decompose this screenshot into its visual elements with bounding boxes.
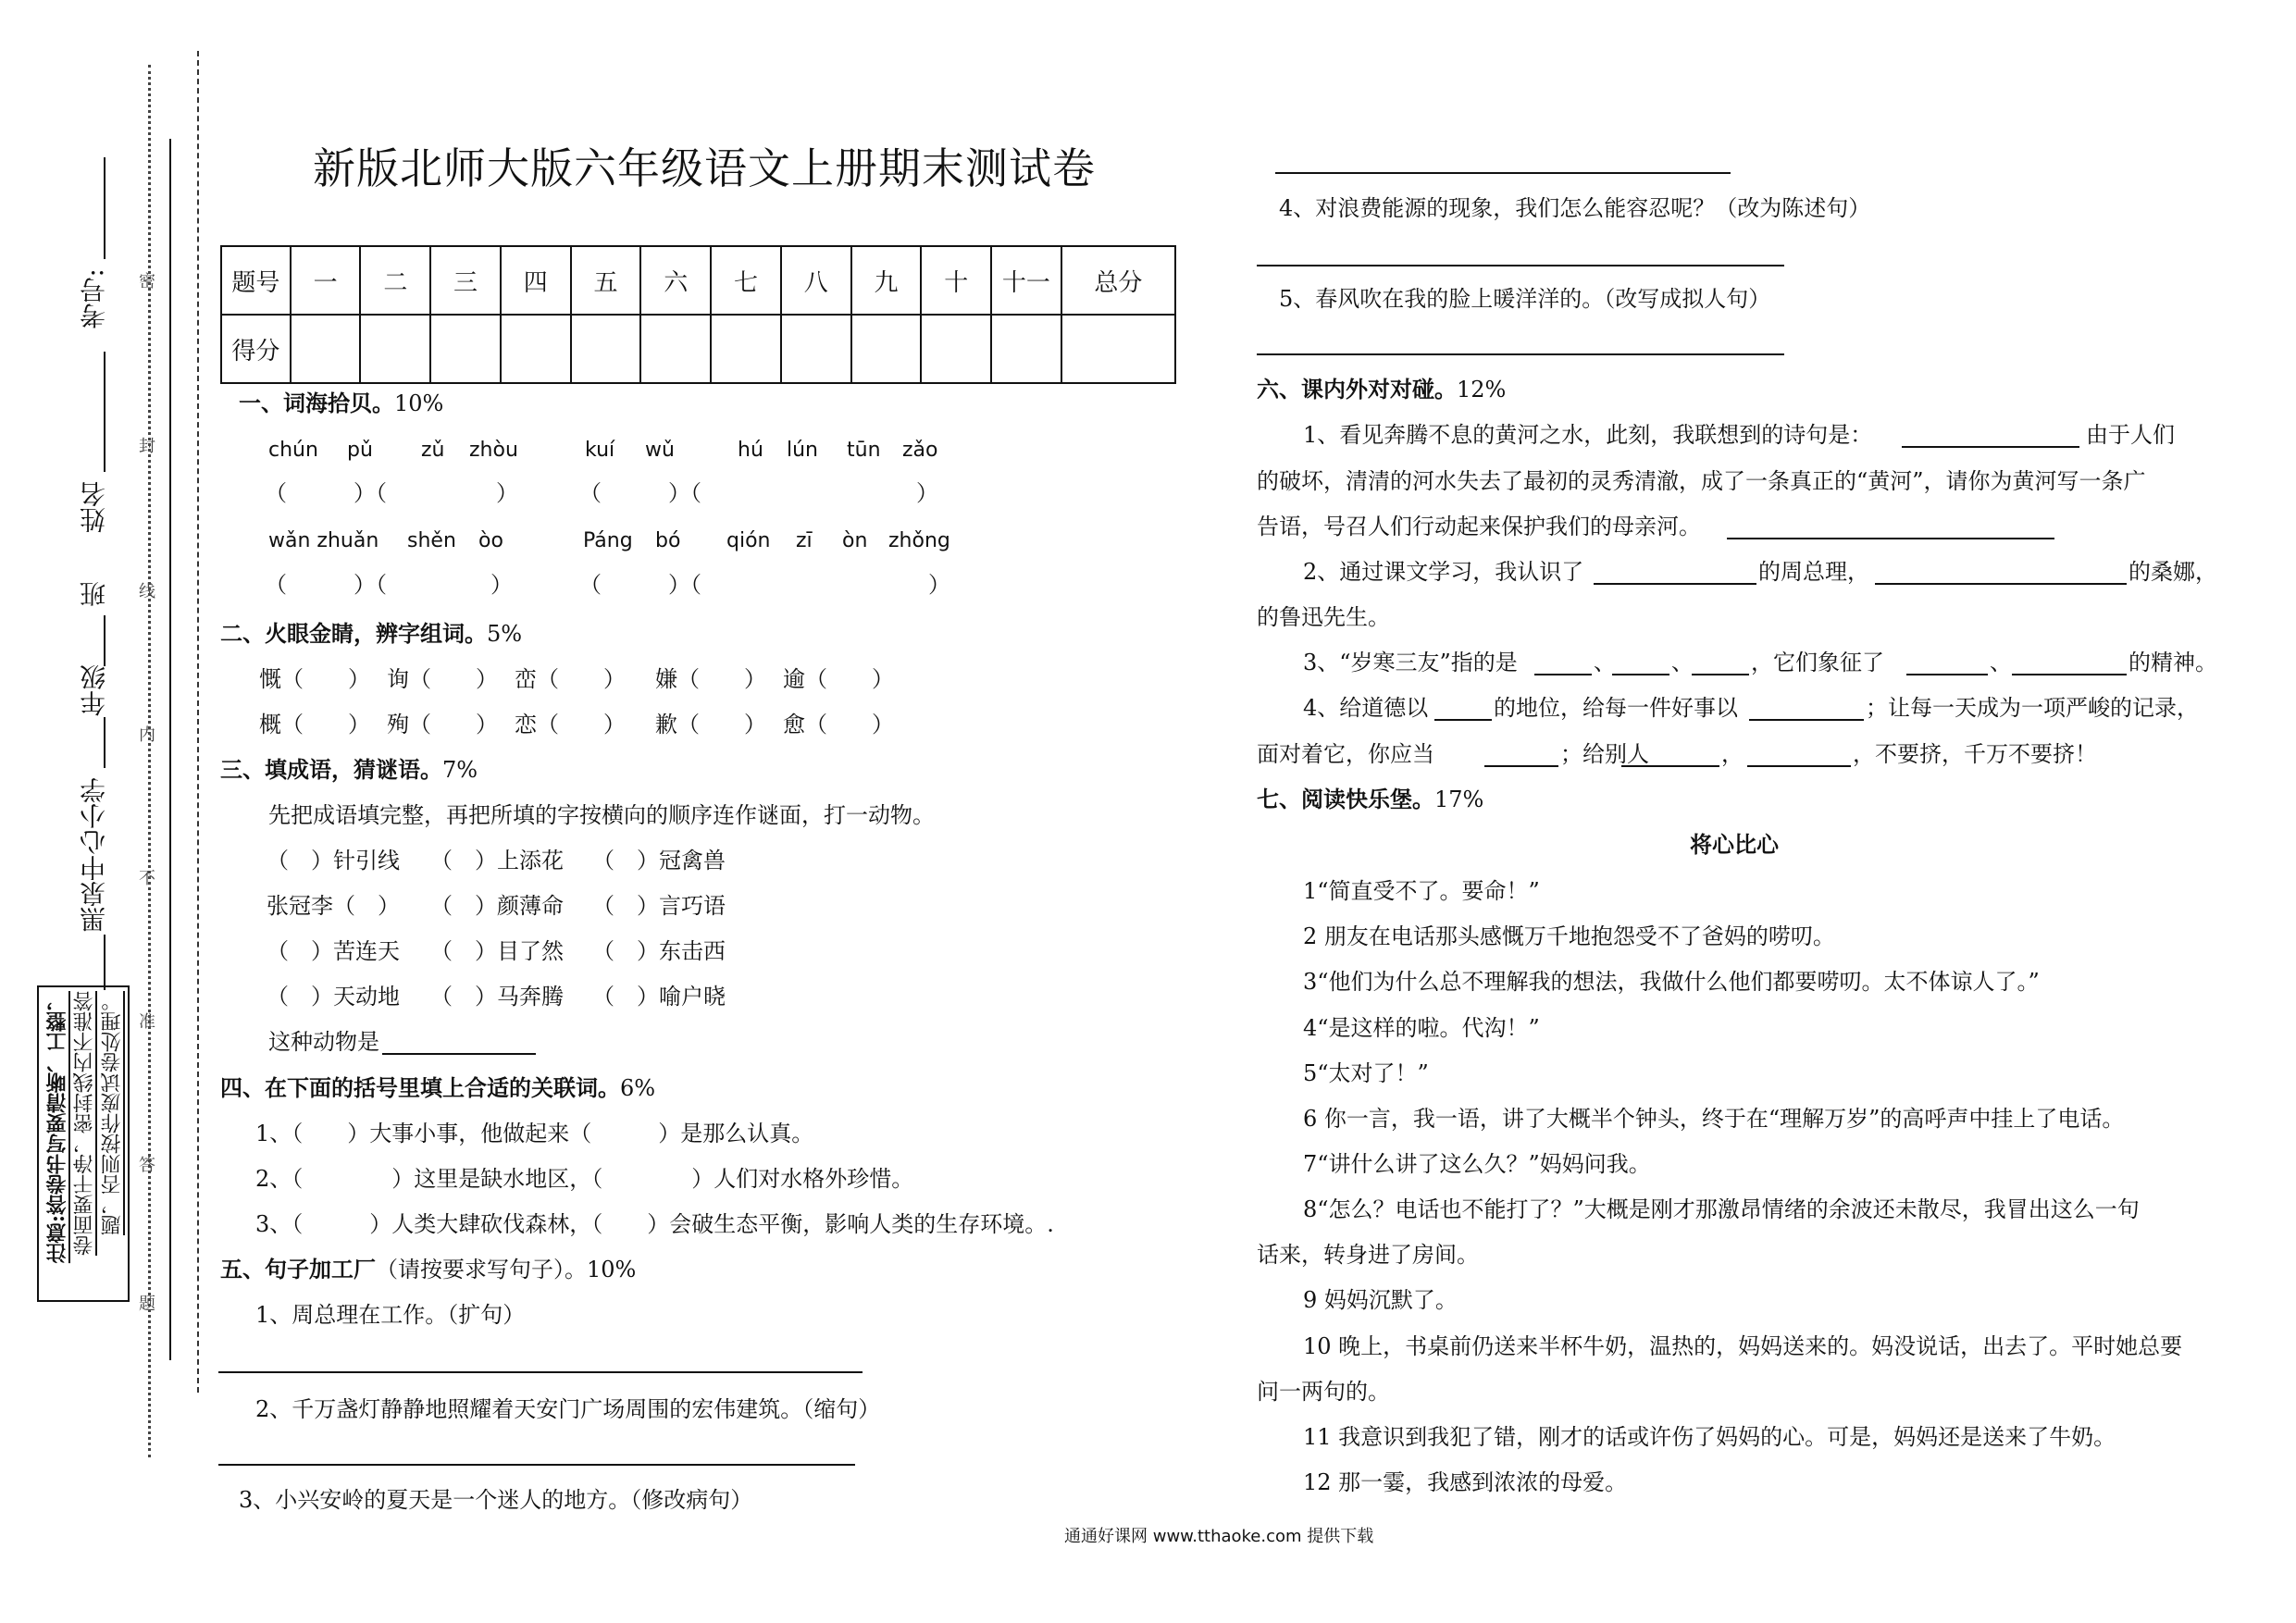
story-para: 3“他们为什么总不理解我的想法，我做什么他们都要唠叨。太不体谅人了。”	[1303, 969, 2040, 995]
score-cell: 二	[360, 246, 430, 315]
score-cell: 一	[291, 246, 361, 315]
score-cell: 四	[501, 246, 571, 315]
idiom: （ ）东击西	[592, 938, 726, 964]
blank-friend-3[interactable]	[1692, 674, 1749, 675]
sec6-p3c: 、	[1671, 650, 1694, 675]
blank-spirit-2[interactable]	[2012, 674, 2127, 675]
pinyin: òo	[478, 529, 503, 552]
blank-morality[interactable]	[1434, 719, 1492, 721]
idiom: （ ）颜薄命	[430, 893, 564, 919]
story-para: 6 你一言，我一语，讲了大概半个钟头，终于在“理解万岁”的高呼声中挂上了电话。	[1303, 1106, 2125, 1132]
answer-line-q4[interactable]	[1257, 265, 1784, 266]
pinyin: òn	[842, 529, 868, 552]
char-item: 嫌（ ）	[655, 666, 766, 692]
char-item: 询（ ）	[387, 666, 498, 692]
sec6-p1b: 由于人们	[2086, 422, 2175, 448]
section-7-heading	[1257, 786, 1483, 813]
blank-others-2[interactable]	[1747, 765, 1851, 767]
pinyin: lún	[787, 439, 818, 462]
score-table-header-row	[221, 246, 1175, 315]
story-para: 2 朋友在电话那头感慨万千地抱怨受不了爸妈的唠叨。	[1303, 923, 1835, 949]
paren: （	[579, 480, 602, 506]
score-cell: 五	[571, 246, 641, 315]
fold-dashed-line	[197, 51, 199, 1393]
pinyin: chún	[268, 439, 318, 462]
blank-friend-2[interactable]	[1612, 674, 1669, 675]
sec6-p4a: 4、给道德以	[1303, 695, 1429, 721]
seal-char-3: 线	[139, 582, 155, 601]
sec6-p3a: 3、“岁寒三友”指的是	[1303, 650, 1518, 675]
class-blank[interactable]	[104, 615, 105, 666]
exam-no-label: 考号:	[79, 268, 109, 329]
blank-zhou[interactable]	[1594, 583, 1756, 585]
section-heading-text: 七、阅读快乐堡。	[1257, 786, 1434, 812]
score-input-cell[interactable]	[640, 315, 711, 383]
blank-good-deed[interactable]	[1749, 719, 1864, 721]
name-blank[interactable]	[104, 352, 105, 472]
idiom: （ ）喻户晓	[592, 984, 726, 1010]
pinyin: pǔ	[347, 439, 373, 462]
char-item: 殉（ ）	[387, 712, 498, 737]
score-input-cell[interactable]	[781, 315, 851, 383]
score-cell: 三	[430, 246, 501, 315]
exam-no-blank[interactable]	[104, 157, 105, 259]
pinyin: zǎo	[902, 439, 938, 462]
story-para: 12 那一霎，我感到浓浓的母爱。	[1303, 1469, 1628, 1495]
score-input-cell[interactable]	[711, 315, 781, 383]
conjunction-item: 1、（ ）大事小事，他做起来（ ）是那么认真。	[255, 1121, 814, 1146]
section-pct: 6%	[620, 1075, 656, 1101]
pinyin: qión	[726, 529, 771, 552]
sentence-q3: 3、小兴安岭的夏天是一个迷人的地方。（修改病句）	[239, 1487, 753, 1513]
sec6-p4b: 的地位，给每一件好事以	[1494, 695, 1738, 721]
pinyin: zī	[796, 529, 813, 552]
blank-poem[interactable]	[1902, 446, 2079, 448]
story-para: 7“讲什么讲了这么久？”妈妈问我。	[1303, 1151, 1651, 1177]
story-para: 10 晚上，书桌前仍送来半杯牛奶，温热的，妈妈送来的。妈没说话，出去了。平时她总要	[1303, 1333, 2183, 1359]
story-title: 将心比心	[1690, 831, 1779, 858]
riddle-answer-blank[interactable]	[382, 1053, 536, 1055]
pinyin: bó	[655, 529, 681, 552]
section-2-heading	[220, 620, 522, 648]
conjunction-item: 3、（ ）人类大肆砍伐森林，（ ）会破生态平衡，影响人类的生存环境。.	[255, 1211, 1054, 1237]
sentence-q2: 2、千万盏灯静静地照耀着天安门广场周围的宏伟建筑。（缩句）	[255, 1396, 881, 1422]
sec6-p3f: 的精神。	[2128, 650, 2217, 675]
blank-face[interactable]	[1484, 765, 1558, 767]
paren: ）（	[668, 572, 701, 598]
section-sub: （请按要求写句子）。10%	[376, 1257, 637, 1282]
answer-line-q3[interactable]	[1275, 172, 1731, 174]
score-cell: 六	[640, 246, 711, 315]
score-input-cell[interactable]	[430, 315, 501, 383]
paren: ）（	[354, 572, 387, 598]
char-item: 慨（ ）	[259, 666, 370, 692]
sec6-p4f: ，	[1721, 741, 1744, 767]
story-para: 话来，转身进了房间。	[1257, 1242, 1479, 1268]
notice-line-2: 卷面要干净，密封线内不准答	[73, 991, 96, 1256]
story-para: 11 我意识到我犯了错，刚才的话或许伤了妈妈的心。可是，妈妈还是送来了牛奶。	[1303, 1424, 2116, 1450]
sec6-p3b: 、	[1594, 650, 1616, 675]
section-heading-text: 一、词海拾贝。	[239, 390, 394, 416]
score-cell: 九	[851, 246, 922, 315]
sec6-p4c: ；让每一天成为一项严峻的记录，	[1866, 695, 2199, 721]
school-label: 黑泉中心小学	[79, 777, 109, 933]
section-pct: 5%	[487, 621, 523, 647]
sec6-p1d: 告语，号召人们行动起来保护我们的母亲河。	[1257, 514, 1701, 539]
blank-ad[interactable]	[1727, 538, 2054, 539]
score-row-label: 得分	[221, 315, 291, 383]
conjunction-item: 2、（ ）这里是缺水地区，（ ）人们对水格外珍惜。	[255, 1166, 914, 1192]
char-item: 愈（ ）	[783, 712, 894, 737]
pinyin: kuí	[585, 439, 615, 462]
story-para: 4“是这样的啦。代沟！”	[1303, 1015, 1540, 1041]
section-heading-text: 五、句子加工厂	[220, 1256, 376, 1282]
section-1-heading	[239, 390, 443, 417]
notice-line-3: 题，否则按作废试卷处理。	[101, 991, 124, 1235]
pinyin: shěn	[407, 529, 456, 552]
class-label: 班	[79, 581, 109, 607]
paren: ）	[490, 572, 513, 598]
sec6-p3d: ，它们象征了	[1751, 650, 1884, 675]
answer-line-q1[interactable]	[218, 1371, 863, 1373]
score-input-cell[interactable]	[991, 315, 1061, 383]
section-heading-text: 四、在下面的括号里填上合适的关联词。	[220, 1074, 620, 1101]
score-input-cell[interactable]	[501, 315, 571, 383]
idiom: （ ）天动地	[267, 984, 400, 1010]
score-cell: 十一	[991, 246, 1061, 315]
score-table	[220, 245, 1176, 384]
score-cell: 题号	[221, 246, 291, 315]
section-heading-text: 三、填成语，猜谜语。	[220, 756, 442, 783]
name-label: 姓名	[79, 481, 109, 533]
pinyin: hú	[738, 439, 763, 462]
paren: （	[265, 480, 287, 506]
seal-char-8: 题	[139, 1295, 155, 1314]
idiom: （ ）冠禽兽	[592, 848, 726, 873]
paren: ）	[496, 480, 518, 506]
section-4-heading	[220, 1074, 655, 1102]
story-para: 8“怎么？电话也不能打了？”大概是刚才那激昂情绪的余波还未散尽，我冒出这么一句	[1303, 1196, 2140, 1222]
answer-line-q2[interactable]	[218, 1464, 855, 1466]
blank-others-1[interactable]	[1621, 765, 1719, 767]
seal-char-5: 不	[139, 869, 155, 888]
sec6-p1c: 的破坏，清清的河水失去了最初的灵秀清澈，成了一条真正的“黄河”，请你为黄河写一条广	[1257, 468, 2146, 494]
story-para: 1“简直受不了。要命！”	[1303, 878, 1540, 904]
binding-line	[169, 139, 171, 1360]
story-para: 问一两句的。	[1257, 1379, 1390, 1405]
sentence-q1: 1、周总理在工作。（扩句）	[255, 1302, 526, 1328]
section-pct: 10%	[394, 390, 444, 416]
pinyin: zhǒng	[888, 529, 950, 552]
pinyin: wǎn zhuǎn	[268, 529, 379, 552]
idiom: （ ）马奔腾	[430, 984, 564, 1010]
score-input-cell[interactable]	[1061, 315, 1175, 383]
section-pct: 17%	[1434, 787, 1484, 812]
seal-char-6: 准	[139, 1012, 155, 1032]
sentence-q5: 5、春风吹在我的脸上暖洋洋的。（改写成拟人句）	[1279, 286, 1771, 312]
score-input-cell[interactable]	[571, 315, 641, 383]
paren: ）（	[668, 480, 701, 506]
score-input-cell[interactable]	[921, 315, 991, 383]
grade-label: 年级	[79, 664, 109, 716]
sec6-p2d: 的鲁迅先生。	[1257, 604, 1390, 630]
sec6-p3e: 、	[1990, 650, 2012, 675]
paren: ）	[928, 572, 950, 598]
idiom: （ ）言巧语	[592, 893, 726, 919]
riddle-answer-label: 这种动物是	[268, 1029, 379, 1055]
seal-char-2: 封	[139, 437, 155, 456]
score-input-cell[interactable]	[291, 315, 361, 383]
score-cell: 十	[921, 246, 991, 315]
seal-char-7: 答	[139, 1156, 155, 1175]
section-pct: 7%	[442, 757, 478, 783]
sec6-p4e: ；给别人	[1560, 741, 1649, 767]
score-cell: 七	[711, 246, 781, 315]
score-cell: 八	[781, 246, 851, 315]
notice-box	[37, 985, 130, 1302]
pinyin: Páng	[583, 529, 633, 552]
paren: （	[265, 572, 287, 598]
pinyin: zhòu	[469, 439, 518, 462]
answer-line-q5[interactable]	[1257, 353, 1784, 355]
score-input-cell[interactable]	[851, 315, 922, 383]
sec6-p2a: 2、通过课文学习，我认识了	[1303, 559, 1584, 585]
sec6-p2c: 的桑娜，	[2128, 559, 2217, 585]
pinyin: wǔ	[645, 439, 675, 462]
school-blank[interactable]	[104, 935, 105, 990]
sec6-p1a: 1、看见奔腾不息的黄河之水，此刻，我联想到的诗句是：	[1303, 422, 1873, 448]
idiom: （ ）苦连天	[267, 938, 400, 964]
char-item: 峦（ ）	[515, 666, 626, 692]
section-heading-text: 六、课内外对对碰。	[1257, 376, 1457, 403]
section-3-heading	[220, 756, 478, 784]
char-item: 歉（ ）	[655, 712, 766, 737]
blank-friend-1[interactable]	[1534, 674, 1592, 675]
page-title: 新版北师大版六年级语文上册期末测试卷	[313, 143, 1096, 193]
score-input-cell[interactable]	[360, 315, 430, 383]
footer-credit: 通通好课网 www.tthaoke.com 提供下载	[1064, 1527, 1374, 1546]
blank-sangna[interactable]	[1875, 583, 2127, 585]
char-item: 概（ ）	[259, 712, 370, 737]
blank-spirit-1[interactable]	[1906, 674, 1988, 675]
story-para: 5“太对了！”	[1303, 1060, 1429, 1086]
idiom: 张冠李（ ）	[267, 893, 400, 919]
score-cell: 总分	[1061, 246, 1175, 315]
sentence-q4: 4、对浪费能源的现象，我们怎么能容忍呢？（改为陈述句）	[1279, 195, 1871, 221]
section-5-heading	[220, 1256, 636, 1283]
section-3-intro: 先把成语填完整，再把所填的字按横向的顺序连作谜面，打一动物。	[268, 802, 935, 828]
idiom: （ ）目了然	[430, 938, 564, 964]
char-item: 逾（ ）	[783, 666, 894, 692]
section-6-heading	[1257, 376, 1506, 403]
notice-line-1: 注意:答卷书写要清晰、工整，	[45, 991, 69, 1264]
sec6-p4g: ，不要挤，千万不要挤！	[1853, 741, 2097, 767]
idiom: （ ）针引线	[267, 848, 400, 873]
paren: （	[579, 572, 602, 598]
pinyin: zǔ	[421, 439, 445, 462]
paren: ）	[916, 480, 938, 506]
score-table-score-row	[221, 315, 1175, 383]
section-pct: 12%	[1457, 377, 1507, 403]
grade-blank[interactable]	[104, 717, 105, 768]
char-item: 恋（ ）	[515, 712, 626, 737]
paren: ）（	[354, 480, 387, 506]
idiom: （ ）上添花	[430, 848, 564, 873]
pinyin: tūn	[847, 439, 881, 462]
seal-char-1: 密	[139, 272, 155, 291]
seal-char-4: 内	[139, 725, 155, 745]
sec6-p4d: 面对着它，你应当	[1257, 741, 1434, 767]
story-para: 9 妈妈沉默了。	[1303, 1287, 1458, 1313]
sec6-p2b: 的周总理，	[1758, 559, 1869, 585]
section-heading-text: 二、火眼金睛，辨字组词。	[220, 620, 487, 647]
